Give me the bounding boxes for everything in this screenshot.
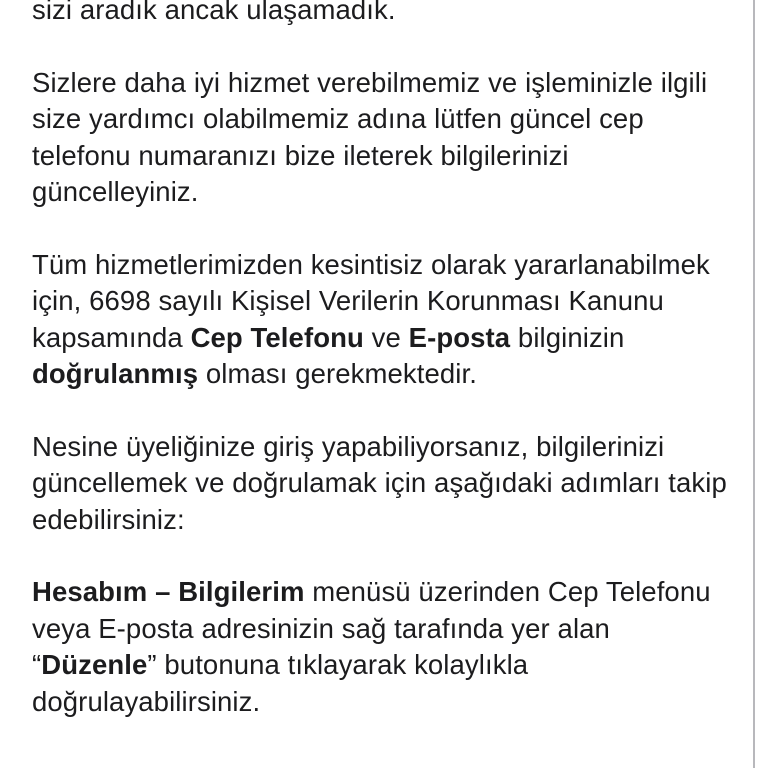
- message-paragraph-0: [32, 0, 742, 29]
- bold-text-dogrulanmis: doğrulanmış: [32, 358, 199, 389]
- bold-text-cep-telefonu: Cep Telefonu: [190, 321, 364, 353]
- paragraph-text: menüsü üzerinden Cep Telefonu veya E-posta adresinizin sağ tarafında yer alan “: [32, 576, 711, 680]
- bold-text-e-posta: E-posta: [408, 321, 511, 353]
- paragraph-text: bilginizin: [510, 321, 625, 353]
- paragraph-text: Sizlere daha iyi hizmet verebilmemiz ve işleminizle ilgili size yardımcı olabilmemiz adına lütfen güncel cep telefonu numaranızı bize ileterek bilgilerinizi güncelleyiniz.: [32, 66, 708, 207]
- bold-text-hesabim-bilgilerim: Hesabım – Bilgilerim: [32, 576, 305, 607]
- message-paragraph-1: [32, 65, 742, 211]
- message-paragraph-4: [32, 574, 742, 720]
- paragraph-text: olması gerekmektedir.: [198, 358, 477, 389]
- paragraph-text: ” butonuna tıklayarak kolaylıkla doğrulayabilirsiniz.: [32, 649, 529, 717]
- paragraph-text: ve: [363, 321, 409, 353]
- scrollbar-track[interactable]: [750, 0, 768, 768]
- paragraph-text: Nesine üyeliğinize giriş yapabiliyorsanız, bilgilerinizi güncellemek ve doğrulamak için aşağıdaki adımları takip edebilirsiniz:: [32, 430, 727, 535]
- paragraph-text: sizi aradık ancak ulaşamadık.: [32, 0, 396, 25]
- paragraph-text: Tüm hizmetlerimizden kesintisiz olarak yararlanabilmek için, 6698 sayılı Kişisel Verilerin Korunması Kanunu kapsamında: [32, 248, 710, 353]
- message-paragraph-3: [32, 429, 742, 539]
- message-paragraph-2: [32, 247, 742, 393]
- bold-text-duzenle: Düzenle: [41, 649, 148, 680]
- message-body: [32, 0, 742, 756]
- scrollbar-line: [753, 0, 755, 768]
